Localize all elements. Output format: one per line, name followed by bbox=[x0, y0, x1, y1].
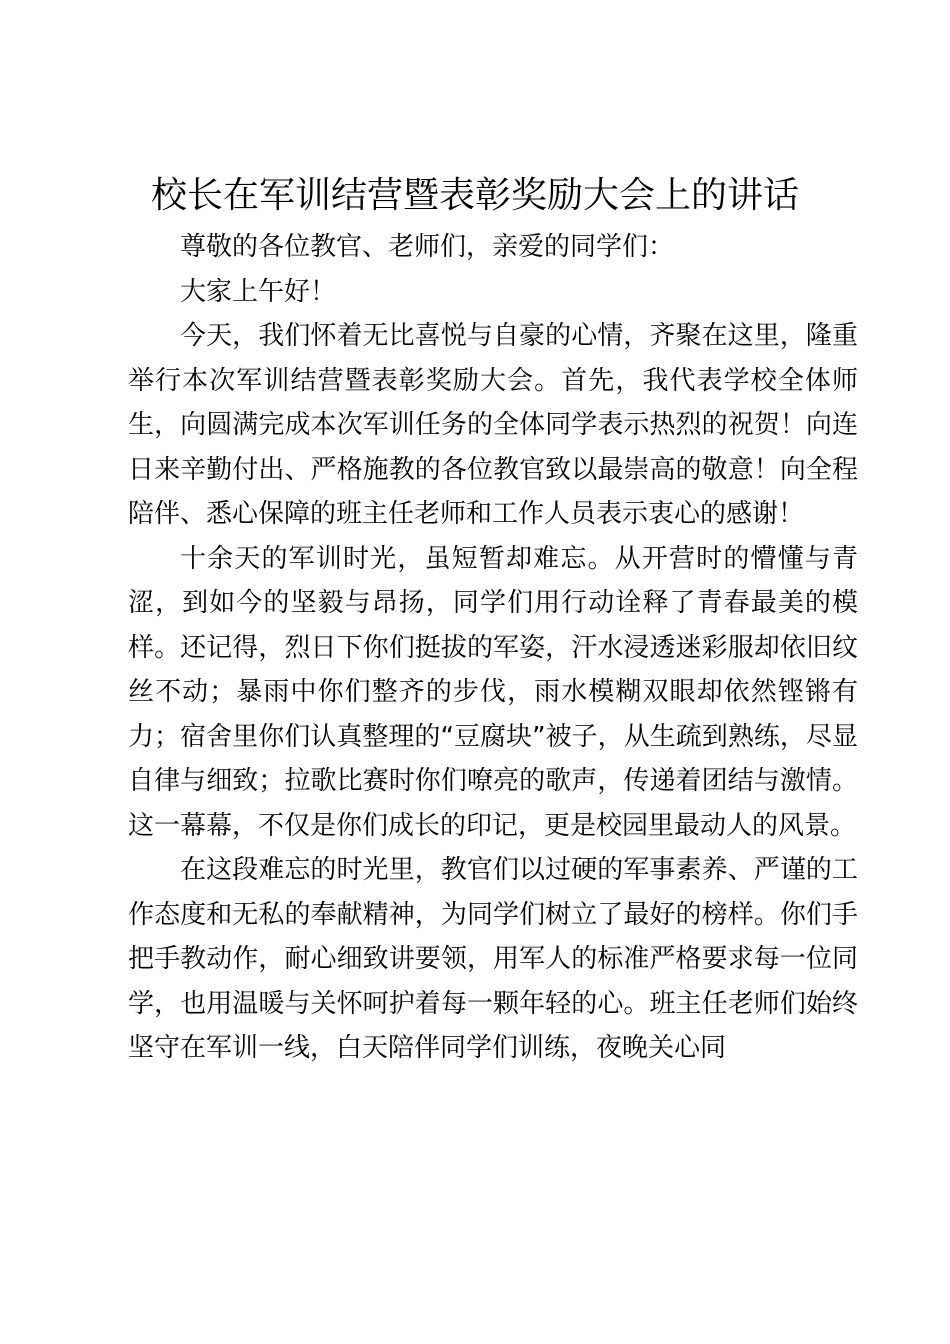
paragraph-3: 在这段难忘的时光里，教官们以过硬的军事素养、严谨的工作态度和无私的奉献精神，为同学们树立了最好的榜样。你们手把手教动作，耐心细致讲要领，用军人的标准严格要求每一位同学，也用温暖与关怀呵护着每一颗年轻的心。班主任老师们始终坚守在军训一线，白天陪伴同学们训练，夜晚关心同 bbox=[128, 855, 858, 1063]
document-body bbox=[128, 225, 858, 1071]
salutation: 尊敬的各位教官、老师们，亲爱的同学们： bbox=[180, 232, 675, 262]
paragraph-1: 今天，我们怀着无比喜悦与自豪的心情，齐聚在这里，隆重举行本次军训结营暨表彰奖励大会。首先，我代表学校全体师生，向圆满完成本次军训任务的全体同学表示热烈的祝贺！向连日来辛勤付出、严格施教的各位教官致以最崇高的敬意！向全程陪伴、悉心保障的班主任老师和工作人员表示衷心的感谢！ bbox=[128, 321, 858, 529]
greeting: 大家上午好！ bbox=[180, 276, 337, 307]
paragraph-2: 十余天的军训时光，虽短暂却难忘。从开营时的懵懂与青涩，到如今的坚毅与昂扬，同学们用行动诠释了青春最美的模样。还记得，烈日下你们挺拔的军姿，汗水浸透迷彩服却依旧纹丝不动；暴雨中你们整齐的步伐，雨水模糊双眼却依然铿锵有力；宿舍里你们认真整理的“豆腐块”被子，从生疏到熟练，尽显自律与细致；拉歌比赛时你们嘹亮的歌声，传递着团结与激情。这一幕幕，不仅是你们成长的印记，更是校园里最动人的风景。 bbox=[128, 543, 858, 841]
document-title: 校长在军训结营暨表彰奖励大会上的讲话 bbox=[150, 175, 799, 216]
